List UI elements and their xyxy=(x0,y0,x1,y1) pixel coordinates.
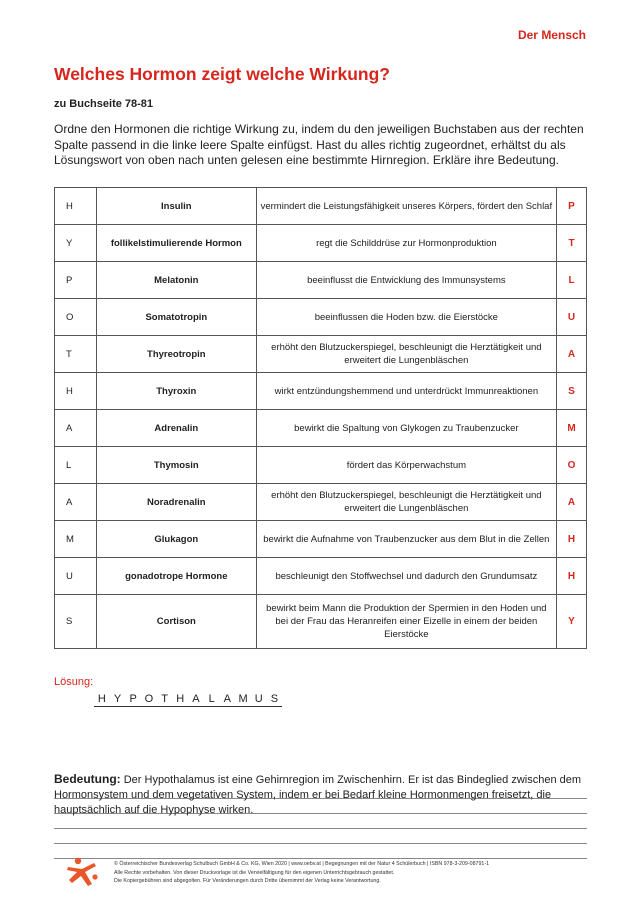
meaning-text: Der Hypothalamus ist eine Gehirnregion im Zwischenhirn. Er ist das Bindeglied zwischen dem Hormonsystem und dem vegetativen System, indem er bei Bedarf kleine Hormonmengen freisetzt, die hauptsächlich auf die Hypophyse wirken. xyxy=(54,774,582,816)
table-row xyxy=(55,410,587,447)
row-letter: A xyxy=(55,410,97,447)
row-letter: Y xyxy=(55,225,97,262)
hormone-effect: beschleunigt den Stoffwechsel und dadurch den Grundumsatz xyxy=(256,558,556,595)
row-letter: O xyxy=(55,299,97,336)
answer-letter: Y xyxy=(557,595,587,649)
footer-copyright xyxy=(114,860,489,886)
footer-line: Die Kopiergebühren sind abgegolten. Für Veränderungen durch Dritte übernimmt der Verlag keine Verantwortung. xyxy=(114,878,381,884)
hormone-effect: bewirkt die Aufnahme von Traubenzucker aus dem Blut in die Zellen xyxy=(256,521,556,558)
table-row xyxy=(55,558,587,595)
row-letter: P xyxy=(55,262,97,299)
solution-letter: H xyxy=(94,693,110,707)
table-row xyxy=(55,373,587,410)
row-letter: H xyxy=(55,373,97,410)
row-letter: H xyxy=(55,188,97,225)
hormone-name: Thyreotropin xyxy=(96,336,256,373)
hormone-effect: vermindert die Leistungsfähigkeit unseres Körpers, fördert den Schlaf xyxy=(256,188,556,225)
table-row xyxy=(55,595,587,649)
hormone-effect: bewirkt beim Mann die Produktion der Spermien in den Hoden und bei der Frau das Heranreifen einer Eizelle in einem der beiden Eierstöcke xyxy=(256,595,556,649)
hormone-name: Somatotropin xyxy=(96,299,256,336)
table-row xyxy=(55,225,587,262)
solution-letter: U xyxy=(251,693,267,707)
answer-letter: M xyxy=(557,410,587,447)
solution-label: Lösung: xyxy=(54,676,94,688)
hormone-effect: erhöht den Blutzuckerspiegel, beschleunigt die Herztätigkeit und erweitert die Lungenbläschen xyxy=(256,484,556,521)
hormone-name: Thyroxin xyxy=(96,373,256,410)
footer-line: Alle Rechte vorbehalten. Von dieser Druckvorlage ist die Vervielfältigung für den eigenen Unterrichtsgebrauch gestattet. xyxy=(114,869,395,876)
hormone-name: Insulin xyxy=(96,188,256,225)
solution-letter: Y xyxy=(110,693,126,707)
answer-letter: H xyxy=(557,521,587,558)
section-label: Der Mensch xyxy=(517,28,586,42)
table-row xyxy=(55,447,587,484)
instructions-text: Ordne den Hormonen die richtige Wirkung zu, indem du den jeweiligen Buchstaben aus der rechten Spalte passend in die linke leere Spalte einfügst. Hast du alles richtig zugeordnet, erhältst du als Lösungswort von oben nach unten gelesen eine bestimmte Hirnregion. Erkläre ihre Bedeutung. xyxy=(54,122,584,167)
page-title: Welches Hormon zeigt welche Wirkung? xyxy=(54,64,390,84)
hormone-name: Noradrenalin xyxy=(96,484,256,521)
row-letter: L xyxy=(55,447,97,484)
footer-line: © Österreichischer Bundesverlag Schulbuch GmbH & Co. KG, Wien 2020 | www.oebv.at | Begegnungen mit der Natur 4 Schülerbuch | ISBN 978-3-209-08791-1 xyxy=(114,861,490,867)
meaning-label: Bedeutung: xyxy=(54,772,121,786)
row-letter: A xyxy=(55,484,97,521)
answer-letter: O xyxy=(557,447,587,484)
solution-letter: P xyxy=(125,693,141,707)
answer-letter: A xyxy=(557,336,587,373)
hormone-effect: beeinflussen die Hoden bzw. die Eierstöcke xyxy=(256,299,556,336)
answer-letter: U xyxy=(557,299,587,336)
answer-letter: T xyxy=(557,225,587,262)
publisher-logo-icon xyxy=(66,857,100,887)
hormone-name: Melatonin xyxy=(96,262,256,299)
answer-letter: A xyxy=(557,484,587,521)
hormone-effect: fördert das Körperwachstum xyxy=(256,447,556,484)
hormone-effect: bewirkt die Spaltung von Glykogen zu Traubenzucker xyxy=(256,410,556,447)
solution-letter: A xyxy=(188,693,204,707)
row-letter: M xyxy=(55,521,97,558)
hormone-effect: wirkt entzündungshemmend und unterdrückt Immunreaktionen xyxy=(256,373,556,410)
table-row xyxy=(55,521,587,558)
hormone-effect: beeinflusst die Entwicklung des Immunsystems xyxy=(256,262,556,299)
answer-line xyxy=(54,844,587,859)
hormone-name: Adrenalin xyxy=(96,410,256,447)
page-subtitle: zu Buchseite 78-81 xyxy=(54,98,154,110)
solution-letter: M xyxy=(235,693,251,707)
hormone-name: gonadotrope Hormone xyxy=(96,558,256,595)
hormone-name: follikelstimulierende Hormon xyxy=(96,225,256,262)
answer-letter: H xyxy=(557,558,587,595)
table-row xyxy=(55,299,587,336)
table-row xyxy=(55,188,587,225)
answer-letter: L xyxy=(557,262,587,299)
meaning-block xyxy=(54,772,587,818)
answer-letter: S xyxy=(557,373,587,410)
answer-letter: P xyxy=(557,188,587,225)
hormone-effect: regt die Schilddrüse zur Hormonproduktion xyxy=(256,225,556,262)
table-row xyxy=(55,484,587,521)
solution-letter: T xyxy=(157,693,173,707)
hormone-table xyxy=(54,187,587,649)
solution-letter: A xyxy=(220,693,236,707)
solution-letter: S xyxy=(267,693,283,707)
table-row xyxy=(55,336,587,373)
hormone-name: Glukagon xyxy=(96,521,256,558)
solution-letter: O xyxy=(141,693,157,707)
row-letter: S xyxy=(55,595,97,649)
solution-letter: H xyxy=(172,693,188,707)
solution-word xyxy=(94,693,282,707)
row-letter: T xyxy=(55,336,97,373)
row-letter: U xyxy=(55,558,97,595)
hormone-name: Cortison xyxy=(96,595,256,649)
hormone-name: Thymosin xyxy=(96,447,256,484)
answer-line xyxy=(54,829,587,844)
table-row xyxy=(55,262,587,299)
solution-letter: L xyxy=(204,693,220,707)
hormone-effect: erhöht den Blutzuckerspiegel, beschleunigt die Herztätigkeit und erweitert die Lungenbläschen xyxy=(256,336,556,373)
